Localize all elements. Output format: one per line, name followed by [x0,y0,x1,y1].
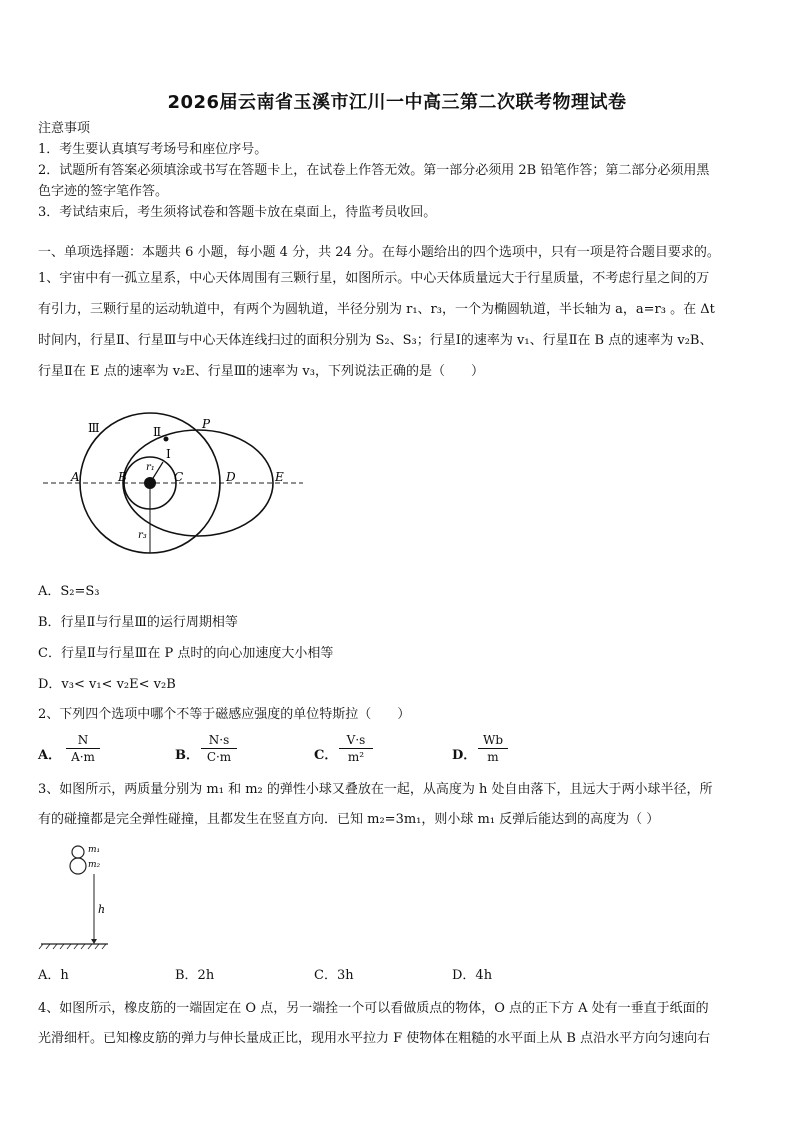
ball-m2 [70,858,86,874]
notice-item-1: 1．考生要认真填写考场号和座位序号。 [38,142,268,157]
fraction-bar [66,748,100,749]
label-iii: Ⅲ [88,421,100,435]
q3-line-1: 3、如图所示，两质量分别为 m₁ 和 m₂ 的弹性小球又叠放在一起，从高度为 h 处自由落下，且远大于两小球半径，所 [38,782,713,797]
q1-option-b: B．行星Ⅱ与行星Ⅲ的运行周期相等 [38,615,238,630]
label-r3: r₃ [138,530,147,541]
q2-option-a-num: N [77,733,89,747]
q2-option-b-label: B． [175,748,199,763]
orbit-figure [38,410,318,555]
hatch [67,944,71,949]
q1-option-c: C．行星Ⅱ与行星Ⅲ在 P 点时的向心加速度大小相等 [38,646,334,661]
notice-item-2-cont: 色字迹的签字笔作答。 [38,184,169,199]
hatch [46,944,50,949]
label-r1: r₁ [146,462,155,473]
hatch [88,944,92,949]
hatch [74,944,78,949]
label-p: P [202,417,211,431]
label-e: E [275,470,284,484]
fraction-bar [478,748,508,749]
q2-option-d-num: Wb [482,733,503,747]
q2-option-b-fraction [201,733,237,764]
label-m2: m₂ [88,860,101,870]
q2-stem: 2、下列四个选项中哪个不等于磁感应强度的单位特斯拉（ ） [38,707,411,722]
q3-option-c: C．3h [314,968,354,983]
q2-option-b-den: C·m [206,750,232,764]
q2-option-c-label: C． [314,748,338,763]
hatch [95,944,99,949]
q2-option-a-den: A·m [71,750,95,764]
label-ii: Ⅱ [153,425,162,439]
q2-option-d-den: m [487,750,499,764]
notice-item-3: 3．考试结束后，考生须将试卷和答题卡放在桌面上，待监考员收回。 [38,205,437,220]
ball-m1 [72,846,84,858]
section-heading: 一、单项选择题：本题共 6 小题，每小题 4 分，共 24 分。在每小题给出的四个选项中，只有一项是符合题目要求的。 [38,245,720,260]
q2-option-d-fraction [478,733,508,764]
page-title: 2026届云南省玉溪市江川一中高三第二次联考物理试卷 [167,92,627,113]
q4-line-2: 光滑细杆。已知橡皮筋的弹力与伸长量成正比，现用水平拉力 F 使物体在粗糙的水平面上从 B 点沿水平方向匀速向右 [38,1031,711,1046]
q1-line-4: 行星Ⅱ在 E 点的速率为 v₂E、行星Ⅲ的速率为 v₃，下列说法正确的是（ ） [38,364,484,379]
q2-option-b-num: N·s [208,733,230,747]
q2-option-c-den: m² [347,750,365,764]
q2-option-a-label: A． [38,748,62,763]
arrow-head [91,939,97,944]
q4-line-1: 4、如图所示，橡皮筋的一端固定在 O 点，另一端拴一个可以看做质点的物体，O 点的正下方 A 处有一垂直于纸面的 [38,1001,709,1016]
q1-line-3: 时间内，行星Ⅱ、行星Ⅲ与中心天体连线扫过的面积分别为 S₂、S₃；行星Ⅰ的速率为 v₁、行星Ⅱ在 B 点的速率为 v₂B、 [38,333,713,348]
fraction-bar [339,748,373,749]
hatch [39,944,43,949]
point-p [164,437,169,442]
q1-line-2: 有引力，三颗行星的运动轨道中，有两个为圆轨道，半径分别为 r₁、r₃，一个为椭圆轨道，半长轴为 a，a=r₃ 。在 Δt [38,302,715,317]
falling-balls-figure [38,840,128,955]
hatch [60,944,64,949]
q3-line-2: 有的碰撞都是完全弹性碰撞，且都发生在竖直方向．已知 m₂=3m₁，则小球 m₁ 反弹后能达到的高度为（ ） [38,812,660,827]
q1-option-a: A．S₂=S₃ [38,584,100,599]
label-a: A [71,470,80,484]
q3-option-a: A．h [38,968,69,983]
q1-line-1: 1、宇宙中有一孤立星系，中心天体周围有三颗行星，如图所示。中心天体质量远大于行星质量，不考虑行星之间的万 [38,271,710,286]
notice-item-2: 2．试题所有答案必须填涂或书写在答题卡上，在试卷上作答无效。第一部分必须用 2B 铅笔作答；第二部分必须用黑 [38,163,710,178]
label-c: C [174,470,184,484]
fraction-bar [201,748,237,749]
label-b: B [118,470,127,484]
q2-option-c-num: V·s [346,733,366,747]
label-i: I [166,447,171,461]
q1-option-d: D．v₃< v₁< v₂E< v₂B [38,677,176,692]
q2-option-c-fraction [339,733,373,764]
q3-option-d: D．4h [452,968,493,983]
q2-option-d-label: D． [452,748,477,763]
notice-heading: 注意事项 [38,121,91,136]
label-d: D [226,470,236,484]
hatch [53,944,57,949]
label-h: h [98,903,106,916]
q2-option-a-fraction [66,733,100,764]
hatch [102,944,106,949]
label-m1: m₁ [88,845,101,855]
hatch [81,944,85,949]
q3-option-b: B．2h [175,968,215,983]
